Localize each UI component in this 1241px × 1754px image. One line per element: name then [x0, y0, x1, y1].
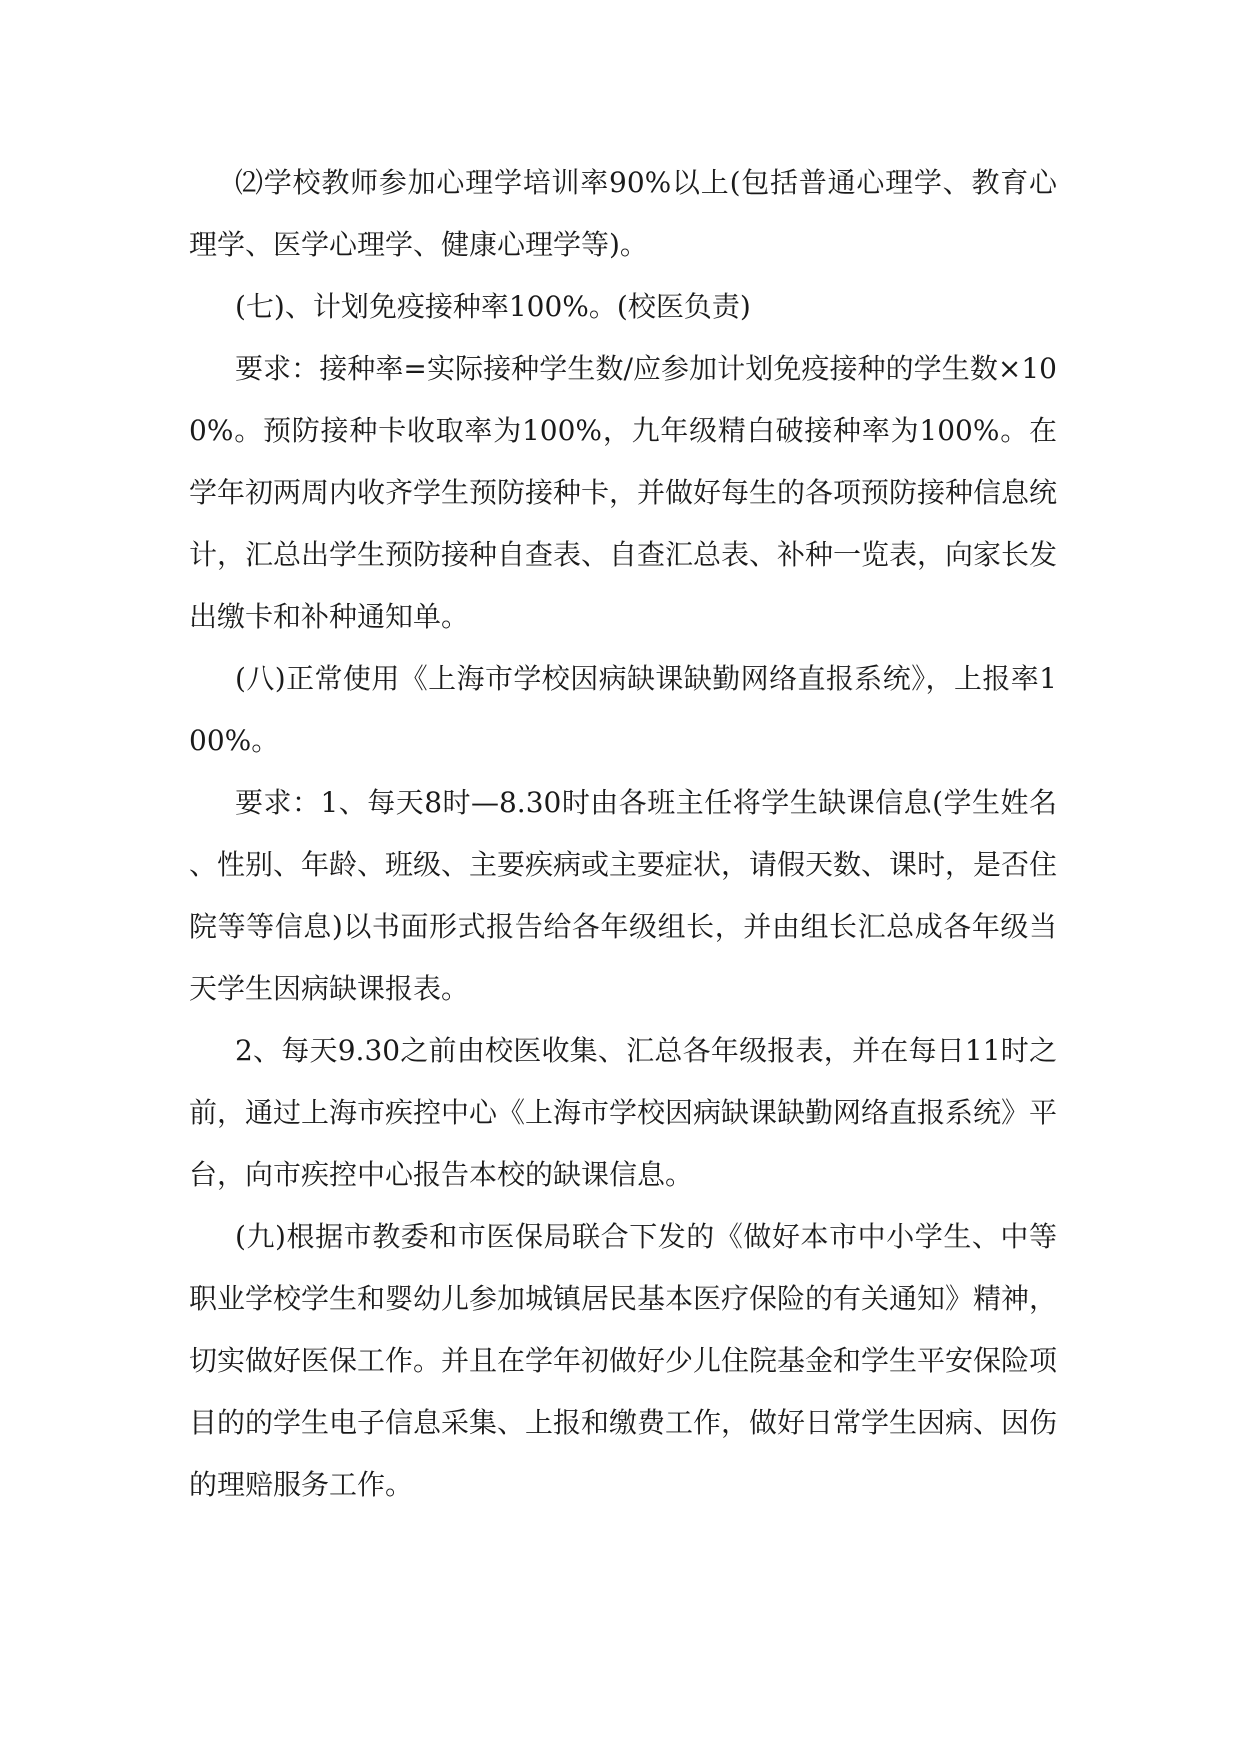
- paragraph-medical-insurance: (九)根据市教委和市医保局联合下发的《做好本市中小学生、中等职业学校学生和婴幼儿参加城镇居民基本医疗保险的有关通知》精神，切实做好医保工作。并且在学年初做好少儿住院基金和学生平安保险项目的的学生电子信息采集、上报和缴费工作，做好日常学生因病、因伤的理赔服务工作。: [189, 1220, 1058, 1501]
- paragraph-absence-requirements-2: 2、每天9.30之前由校医收集、汇总各年级报表，并在每日11时之前，通过上海市疾控中心《上海市学校因病缺课缺勤网络直报系统》平台，向市疾控中心报告本校的缺课信息。: [189, 1034, 1058, 1191]
- paragraph-teacher-psychology-training: ⑵学校教师参加心理学培训率90%以上(包括普通心理学、教育心理学、医学心理学、健康心理学等)。: [189, 166, 1057, 261]
- paragraph-immunization-rate: (七)、计划免疫接种率100%。(校医负责): [235, 290, 751, 323]
- document-body: [189, 152, 1057, 1516]
- paragraph-absence-requirements-1: 要求：1、每天8时—8.30时由各班主任将学生缺课信息(学生姓名、性别、年龄、班级、主要疾病或主要症状，请假天数、课时，是否住院等等信息)以书面形式报告给各年级组长，并由组长汇总成各年级当天学生因病缺课报表。: [189, 786, 1058, 1005]
- paragraph-absence-reporting-system: (八)正常使用《上海市学校因病缺课缺勤网络直报系统》，上报率100%。: [189, 662, 1057, 757]
- paragraph-immunization-requirements: 要求：接种率=实际接种学生数/应参加计划免疫接种的学生数×100%。预防接种卡收取率为100%，九年级精白破接种率为100%。在学年初两周内收齐学生预防接种卡，并做好每生的各项预防接种信息统计，汇总出学生预防接种自查表、自查汇总表、补种一览表，向家长发出缴卡和补种通知单。: [189, 352, 1058, 633]
